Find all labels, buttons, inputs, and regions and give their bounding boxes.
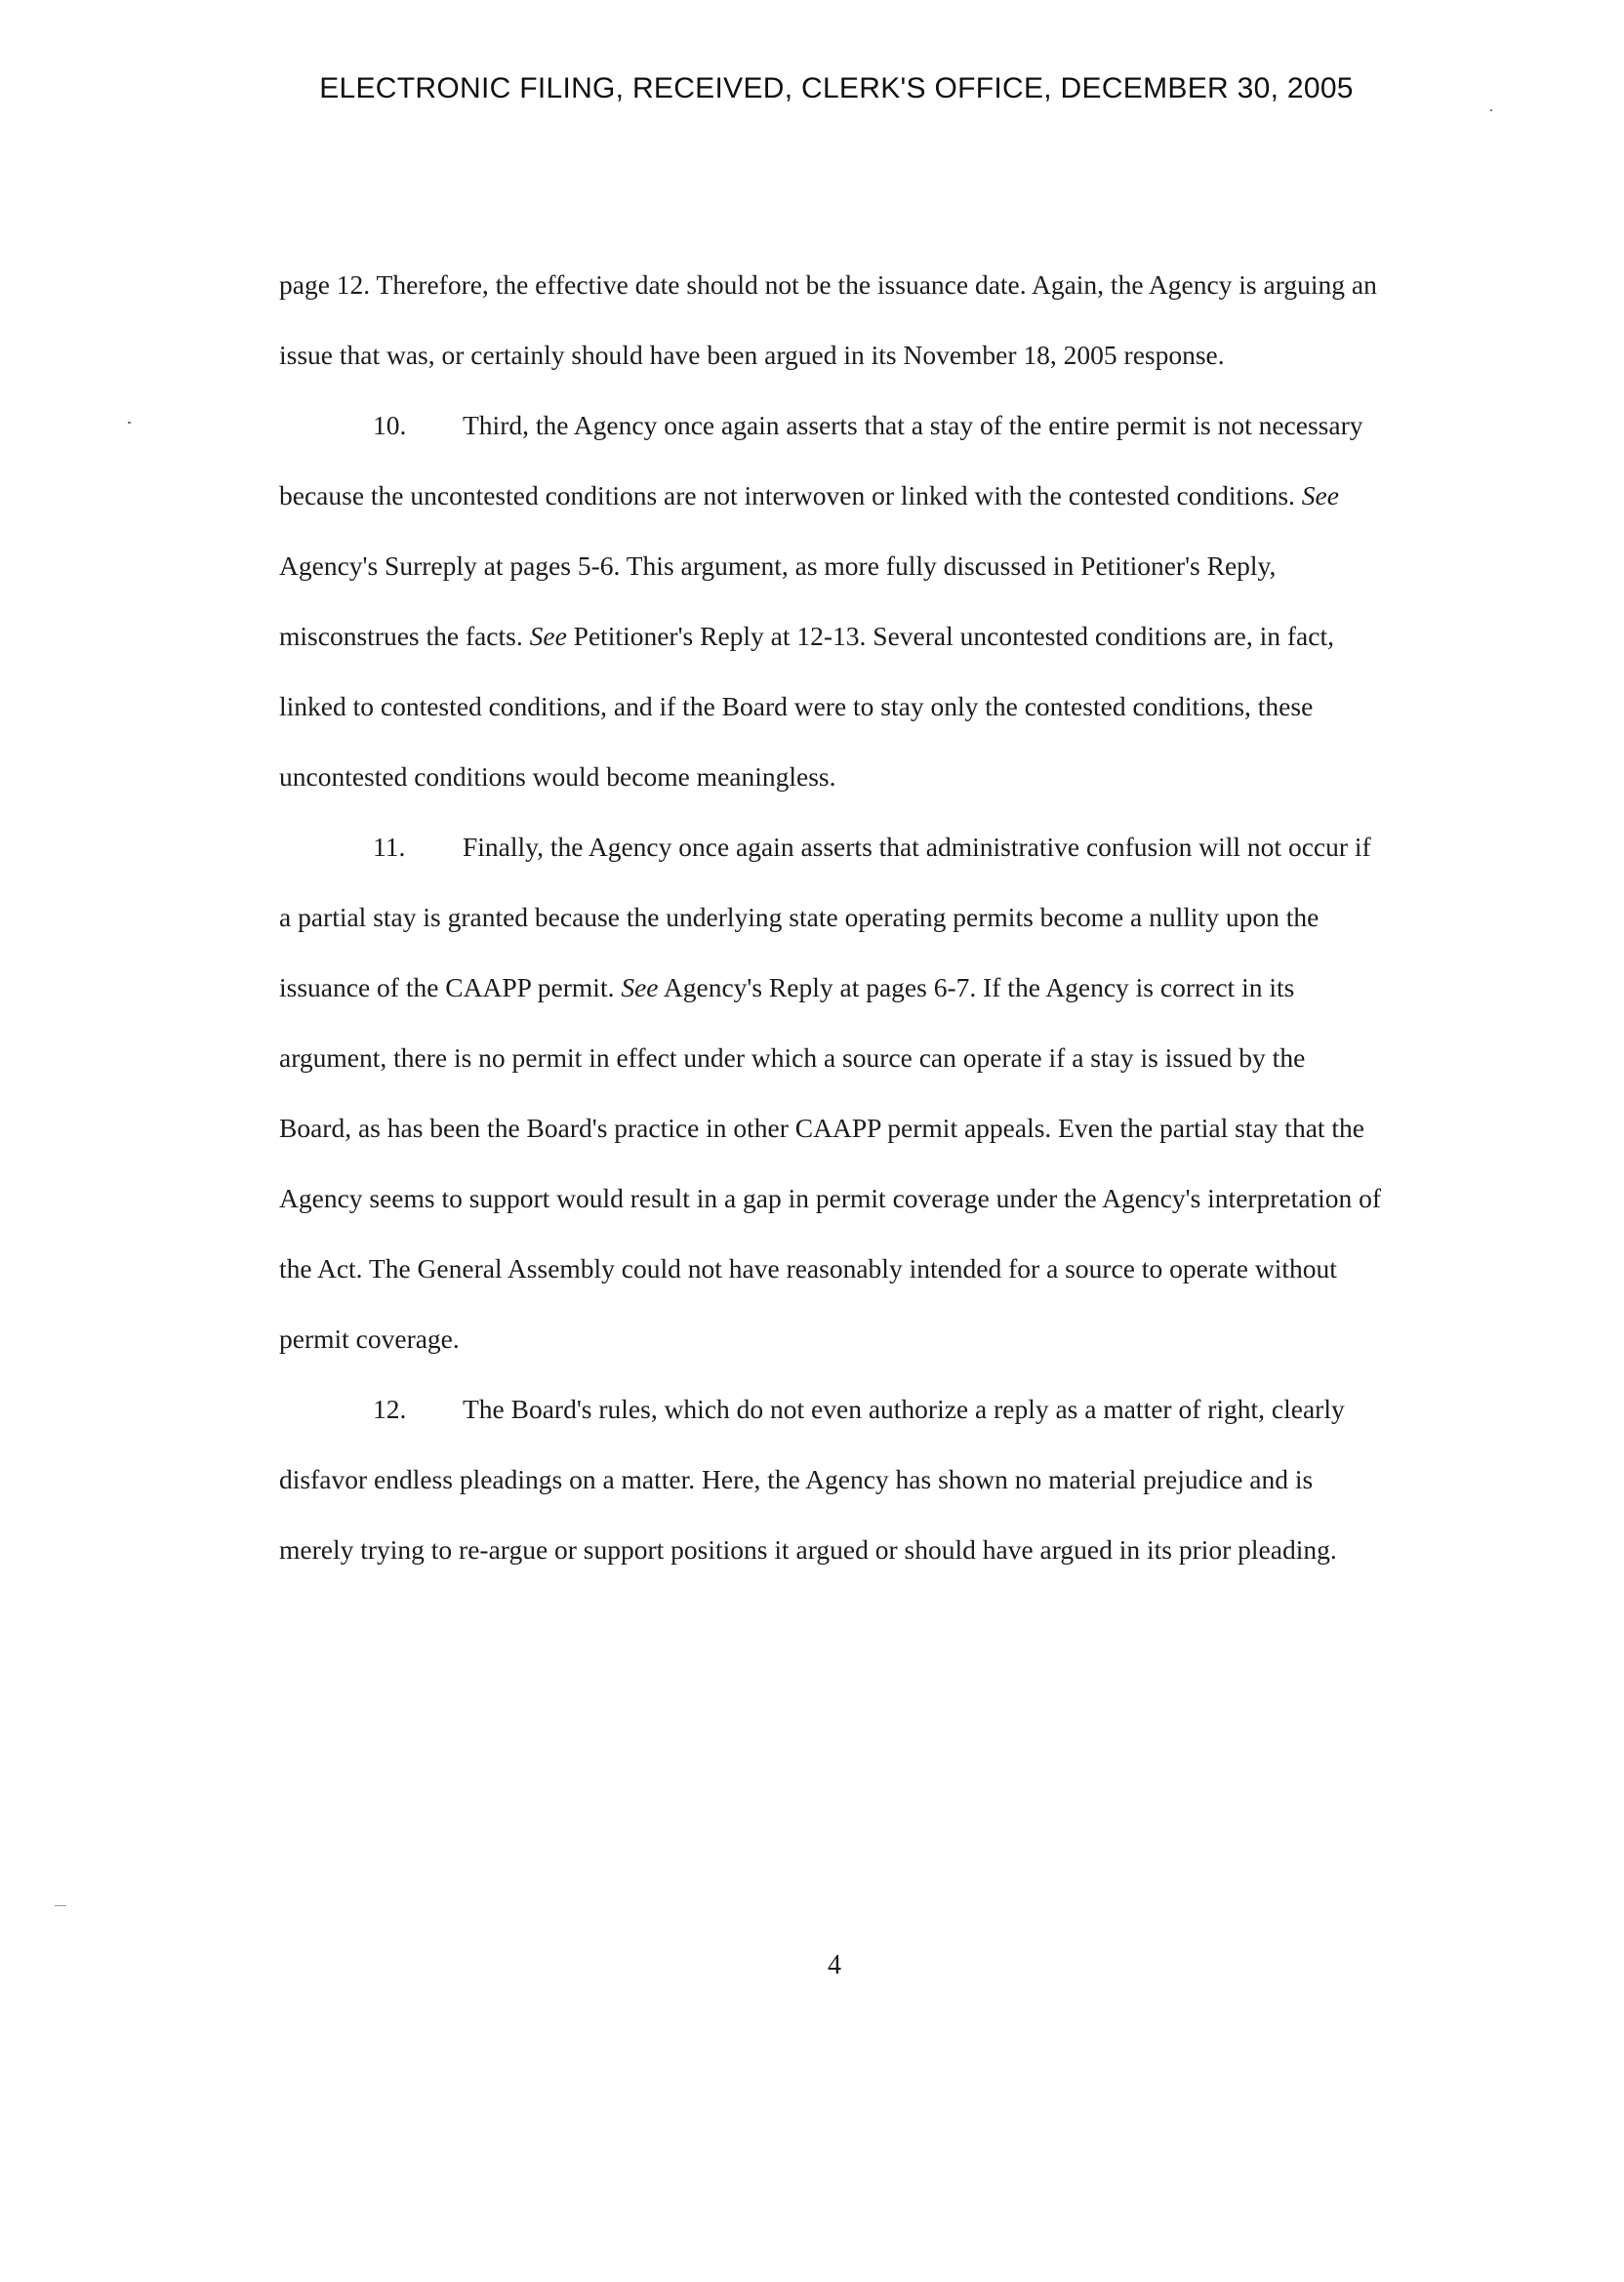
- document-body: [279, 250, 1382, 1585]
- citation-signal: See: [1301, 480, 1339, 510]
- paragraph-continuation: page 12. Therefore, the effective date should not be the issuance date. Again, the Agency is arguing an issue that was, or certainly should have been argued in its November 18, 2005 response.: [279, 269, 1377, 370]
- paragraph-11: [279, 812, 1382, 1374]
- scan-speck: [128, 422, 131, 424]
- paragraph-text: Petitioner's Reply at 12-13. Several uncontested conditions are, in fact, linked to contested conditions, and if the Board were to stay only the contested conditions, these uncontested conditions would become meaningless.: [279, 621, 1334, 792]
- paragraph-text: Third, the Agency once again asserts that a stay of the entire permit is not necessary because the uncontested conditions are not interwoven or linked with the contested conditions.: [279, 410, 1363, 510]
- paragraph-12: [279, 1374, 1382, 1585]
- paragraph-text: Agency's Surreply at pages 5-6. This argument, as more fully discussed in Petitioner's Reply, misconstrues the facts.: [279, 550, 1277, 651]
- paragraph-number: 12.: [373, 1394, 407, 1424]
- scan-speck: [55, 1905, 66, 1906]
- paragraph-number: 10.: [373, 410, 407, 440]
- paragraph-10: [279, 390, 1382, 812]
- scan-speck: [1490, 109, 1492, 111]
- paragraph-text: The Board's rules, which do not even authorize a reply as a matter of right, clearly disfavor endless pleadings on a matter. Here, the Agency has shown no material prejudice and is merely trying to re-argue or support positions it argued or should have argued in its prior pleading.: [279, 1394, 1345, 1565]
- paragraph-text: Agency's Reply at pages 6-7. If the Agency is correct in its argument, there is no permit in effect under which a source can operate if a stay is issued by the Board, as has been the Board's practice in other CAAPP permit appeals. Even the partial stay that the Agency seems to support would result in a gap in permit coverage under the Agency's interpretation of the Act. The General Assembly could not have reasonably intended for a source to operate without permit coverage.: [279, 972, 1382, 1354]
- paragraph-number: 11.: [373, 832, 406, 862]
- citation-signal: See: [621, 972, 659, 1002]
- citation-signal: See: [529, 621, 567, 651]
- page-number: 4: [828, 1950, 841, 1980]
- paragraph-text: Finally, the Agency once again asserts that administrative confusion will not occur if a partial stay is granted because the underlying state operating permits become a nullity upon the issuance of the CAAPP permit.: [279, 832, 1371, 1002]
- filing-stamp-header: ELECTRONIC FILING, RECEIVED, CLERK'S OFFICE, DECEMBER 30, 2005: [319, 72, 1354, 104]
